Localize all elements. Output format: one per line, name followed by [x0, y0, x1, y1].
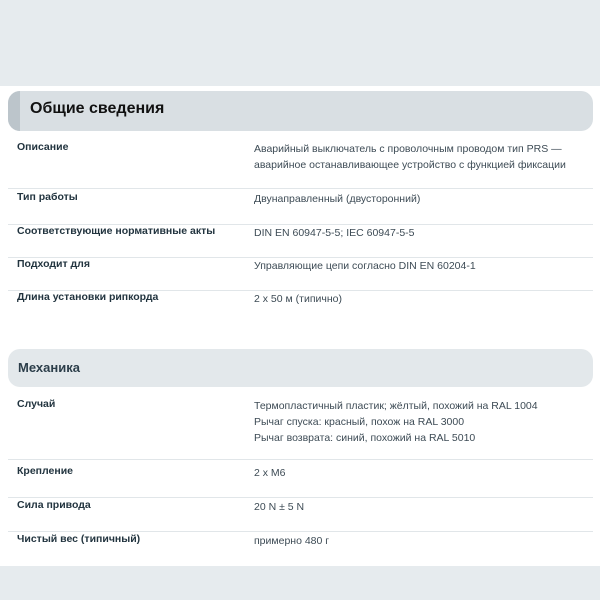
spec-value — [254, 499, 589, 515]
spec-value — [254, 533, 589, 549]
spec-value — [254, 465, 589, 481]
spec-label: Сила привода — [17, 499, 91, 511]
spec-row-ripcord-length — [8, 291, 593, 325]
spec-label: Подходит для — [17, 258, 90, 270]
spec-value-line: Аварийный выключатель с проволочным проводом тип PRS — — [254, 143, 562, 155]
spec-value-line: Управляющие цепи согласно DIN EN 60204-1 — [254, 260, 476, 272]
spec-row-housing — [8, 398, 593, 460]
section-title-general: Общие сведения — [30, 100, 165, 117]
spec-value-line: Термопластичный пластик; жёлтый, похожий на RAL 1004 — [254, 400, 538, 412]
spec-value — [254, 141, 589, 173]
spec-row-suitable-for — [8, 258, 593, 291]
spec-row-operation-type — [8, 191, 593, 225]
spec-value-line: аварийное останавливающее устройство с функцией фиксации — [254, 159, 566, 171]
spec-value-line: Рычаг спуска: красный, похож на RAL 3000 — [254, 416, 465, 428]
spec-row-description — [8, 141, 593, 189]
section-header-mechanics[interactable] — [8, 349, 593, 387]
spec-label: Крепление — [17, 465, 74, 477]
spec-value — [254, 191, 589, 207]
spec-value-line: Рычаг возврата: синий, похожий на RAL 5010 — [254, 432, 476, 444]
spec-row-net-weight — [8, 533, 593, 561]
section-title-mechanics: Механика — [18, 360, 80, 375]
section-header-general[interactable] — [8, 91, 593, 131]
spec-value-line: 2 x 50 м (типично) — [254, 293, 342, 305]
spec-value-line: 2 x M6 — [254, 467, 286, 479]
spec-value — [254, 225, 589, 241]
spec-row-mounting — [8, 465, 593, 498]
spec-label: Длина установки рипкорда — [17, 291, 159, 303]
spec-label: Тип работы — [17, 191, 78, 203]
spec-value-line: Двунаправленный (двусторонний) — [254, 193, 421, 205]
spec-value — [254, 258, 589, 274]
spec-row-actuating-force — [8, 499, 593, 532]
section-accent — [8, 91, 20, 131]
spec-value — [254, 398, 589, 446]
spec-label: Случай — [17, 398, 56, 410]
spec-label: Соответствующие нормативные акты — [17, 225, 216, 237]
spec-row-standards — [8, 225, 593, 258]
page-bottom-background — [0, 566, 600, 600]
page-top-background — [0, 0, 600, 86]
spec-value — [254, 291, 589, 307]
spec-value-line: 20 N ± 5 N — [254, 501, 305, 513]
spec-label: Описание — [17, 141, 69, 153]
spec-value-line: DIN EN 60947-5-5; IEC 60947-5-5 — [254, 227, 415, 239]
spec-value-line: примерно 480 г — [254, 535, 330, 547]
spec-label: Чистый вес (типичный) — [17, 533, 141, 545]
